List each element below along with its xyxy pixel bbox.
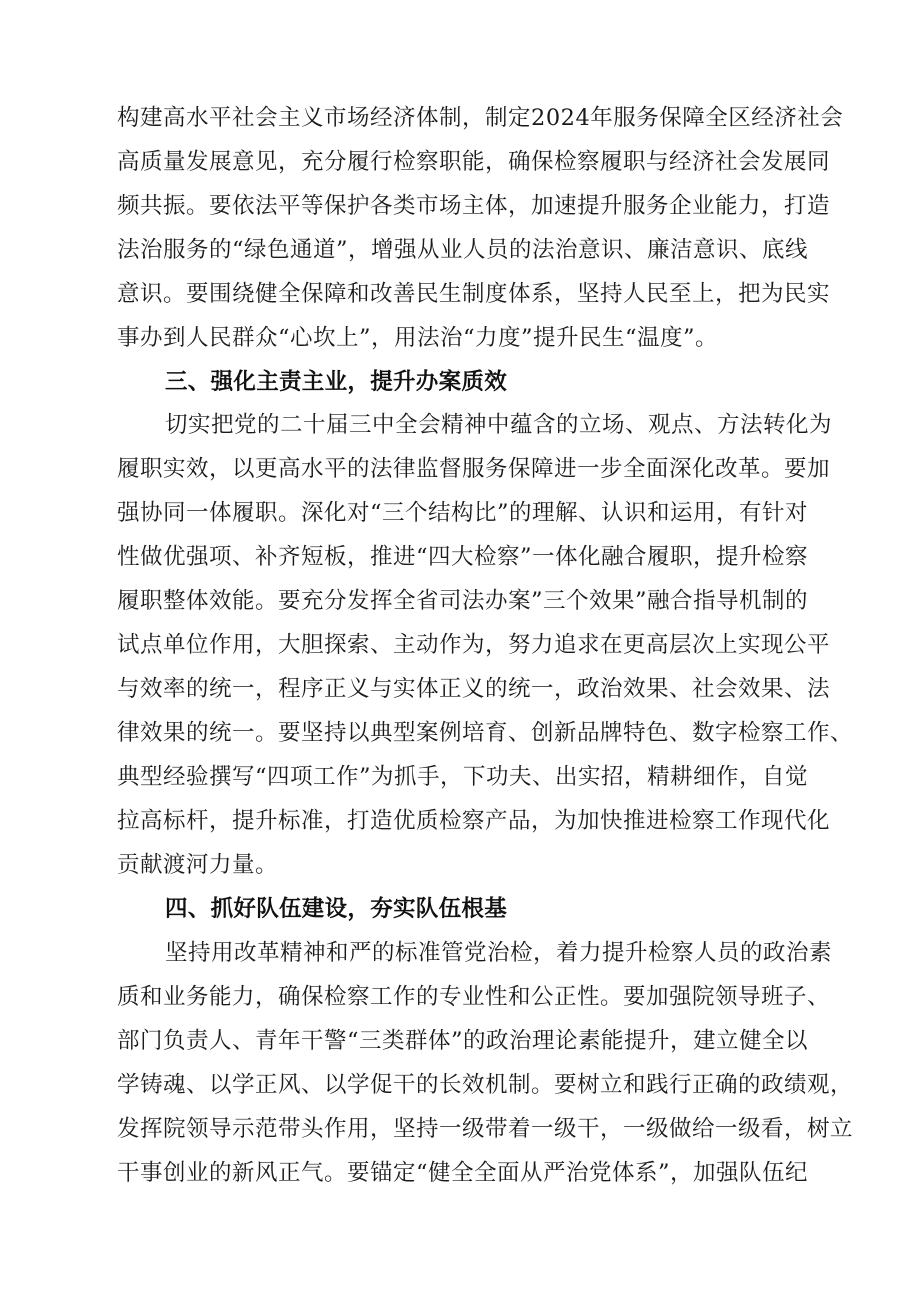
paragraph-1-line-2: 高质量发展意见，充分履行检察职能，确保检察履职与经济社会发展同: [117, 149, 831, 175]
paragraph-2-line-4: 性做优强项、补齐短板，推进“四大检察”一体化融合履职，提升检察: [117, 544, 809, 570]
paragraph-1-line-1: 构建高水平社会主义市场经济体制，制定2024年服务保障全区经济社会: [117, 105, 844, 131]
section-heading-3: 三、强化主责主业，提升办案质效: [165, 369, 508, 395]
paragraph-3-line-2: 质和业务能力，确保检察工作的专业性和公正性。要加强院领导班子、: [117, 984, 831, 1010]
paragraph-3-line-6: 干事创业的新风正气。要锚定“健全全面从严治党体系”，加强队伍纪: [117, 1160, 809, 1186]
paragraph-2-line-6: 试点单位作用，大胆探索、主动作为，努力追求在更高层次上实现公平: [117, 632, 831, 658]
paragraph-2-line-3: 强协同一体履职。深化对“三个结构比”的理解、认识和运用，有针对: [117, 500, 809, 526]
paragraph-3-line-1: 坚持用改革精神和严的标准管党治检，着力提升检察人员的政治素: [165, 940, 833, 966]
paragraph-2-line-8: 律效果的统一。要坚持以典型案例培育、创新品牌特色、数字检察工作、: [117, 720, 854, 746]
paragraph-2-line-9: 典型经验撰写“四项工作”为抓手，下功夫、出实招，精耕细作，自觉: [117, 764, 809, 790]
section-heading-4: 四、抓好队伍建设，夯实队伍根基: [165, 896, 508, 922]
paragraph-1-line-5: 意识。要围绕健全保障和改善民生制度体系，坚持人民至上，把为民实: [117, 281, 831, 307]
paragraph-3-line-4: 学铸魂、以学正风、以学促干的长效机制。要树立和践行正确的政绩观，: [117, 1072, 854, 1098]
paragraph-2-line-10: 拉高标杆，提升标准，打造优质检察产品，为加快推进检察工作现代化: [117, 808, 831, 834]
paragraph-2-line-2: 履职实效，以更高水平的法律监督服务保障进一步全面深化改革。要加: [117, 456, 831, 482]
paragraph-1-line-4: 法治服务的“绿色通道”，增强从业人员的法治意识、廉洁意识、底线: [117, 237, 809, 263]
paragraph-1-line-3: 频共振。要依法平等保护各类市场主体，加速提升服务企业能力，打造: [117, 193, 831, 219]
paragraph-2-line-7: 与效率的统一，程序正义与实体正义的统一，政治效果、社会效果、法: [117, 676, 831, 702]
paragraph-3-line-5: 发挥院领导示范带头作用，坚持一级带着一级干，一级做给一级看，树立: [117, 1116, 854, 1142]
paragraph-2-line-5: 履职整体效能。要充分发挥全省司法办案”三个效果”融合指导机制的: [117, 588, 809, 614]
paragraph-1-line-6: 事办到人民群众“心坎上”，用法治“力度”提升民生“温度”。: [117, 325, 719, 351]
paragraph-2-line-1: 切实把党的二十届三中全会精神中蕴含的立场、观点、方法转化为: [165, 412, 833, 438]
paragraph-3-line-3: 部门负责人、青年干警“三类群体”的政治理论素能提升，建立健全以: [117, 1028, 809, 1054]
paragraph-2-line-11: 贡献渡河力量。: [117, 852, 279, 878]
